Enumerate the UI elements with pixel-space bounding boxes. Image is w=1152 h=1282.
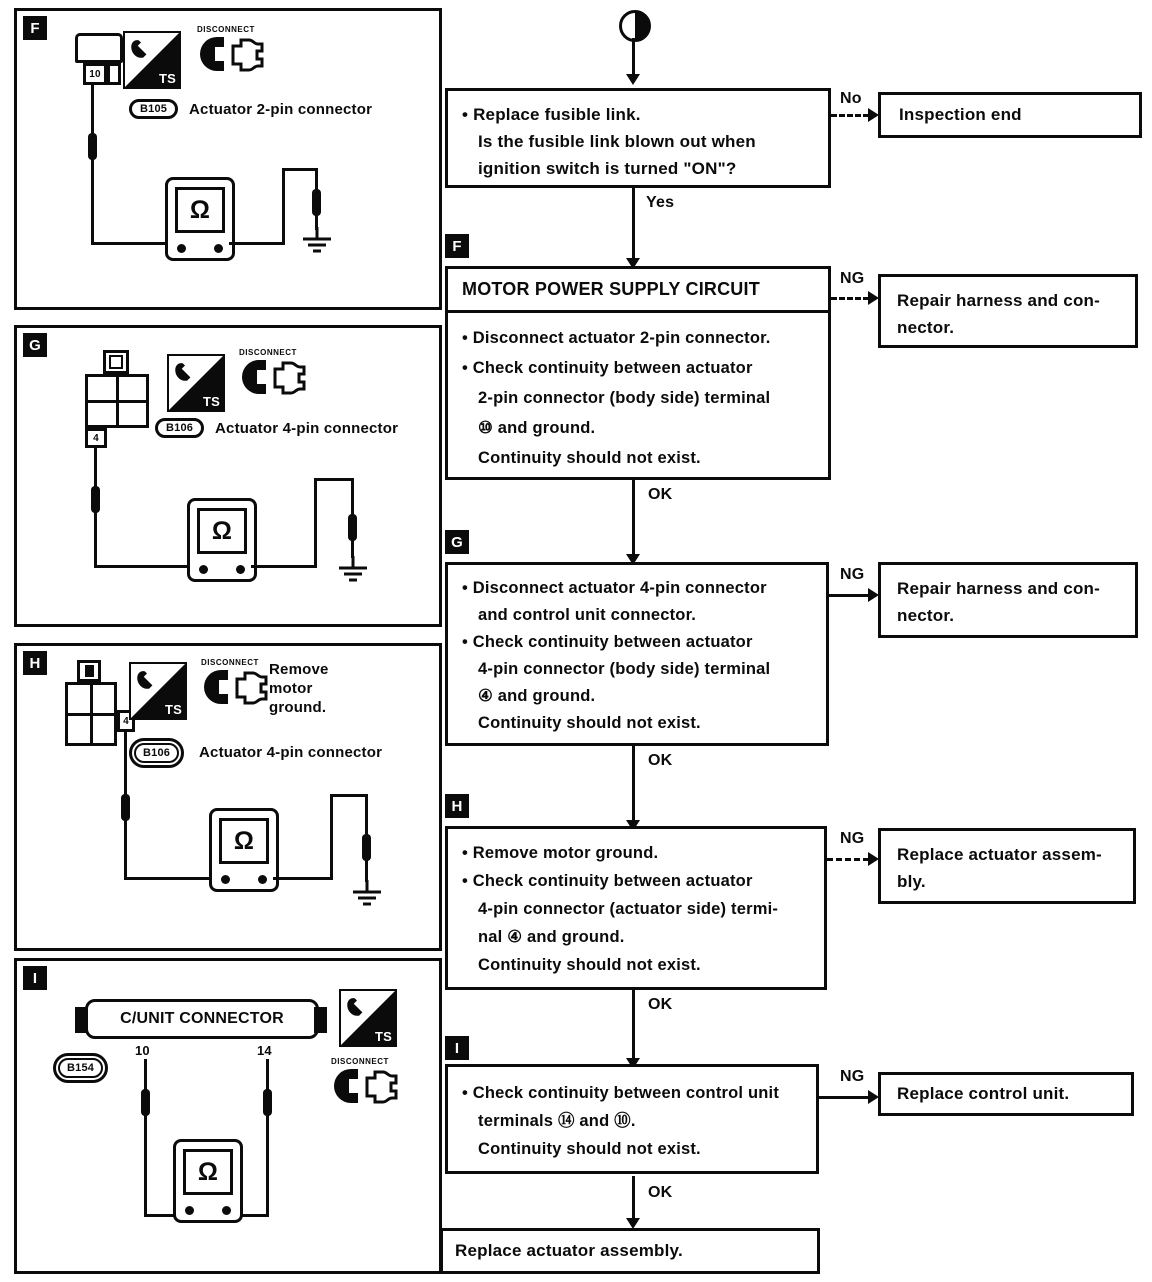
- wire: [330, 794, 368, 797]
- ground-symbol: [349, 880, 385, 908]
- test-probe: [312, 189, 321, 216]
- panel-g-tag: G: [23, 333, 47, 357]
- disconnect-glyph: [197, 34, 269, 76]
- flow-arrow-line: [632, 480, 635, 562]
- flow-text-line: • Remove motor ground.: [462, 844, 659, 862]
- connector-id-text: B154: [58, 1058, 103, 1078]
- ohmmeter: [209, 808, 279, 892]
- wire: [144, 1059, 147, 1217]
- connector-2pin-housing: [75, 33, 123, 63]
- ohmmeter-terminal: [221, 875, 230, 884]
- test-probe: [91, 486, 100, 513]
- step-h-box: [445, 826, 827, 990]
- flow-text-line: ⑩ and ground.: [478, 419, 596, 437]
- disconnect-caption: DISCONNECT: [239, 348, 297, 357]
- flow-text-line: 4-pin connector (actuator side) termi-: [478, 900, 779, 918]
- ohmmeter-terminal: [199, 565, 208, 574]
- arrowhead-down-icon: [626, 74, 640, 85]
- ts-label: TS: [374, 1029, 392, 1044]
- ts-label: TS: [202, 394, 220, 409]
- ohmmeter-display: Ω: [219, 818, 269, 864]
- flow-text-line: Continuity should not exist.: [478, 956, 701, 974]
- replace-actuator-box: [878, 828, 1136, 904]
- flow-arrow-line: [632, 746, 635, 828]
- ok-label: OK: [648, 996, 673, 1013]
- flow-text-line: ignition switch is turned "ON"?: [478, 159, 737, 178]
- flow-text-line: Continuity should not exist.: [478, 449, 701, 467]
- circuit-tester-ts-icon: [129, 662, 187, 720]
- wire: [330, 794, 333, 880]
- ohmmeter-terminal: [222, 1206, 231, 1215]
- wire: [124, 877, 219, 880]
- flow-connector-dashed: [831, 297, 869, 300]
- ng-label: NG: [840, 566, 865, 583]
- wire: [94, 565, 197, 568]
- connector-id-badge: [129, 738, 184, 768]
- flow-text-line: • Check continuity between control unit: [462, 1084, 780, 1102]
- ohmmeter-terminal: [177, 244, 186, 253]
- flow-text-line: ④ and ground.: [478, 687, 596, 705]
- cunit-connector-banner: C/UNIT CONNECTOR: [85, 999, 319, 1039]
- wire: [314, 478, 317, 568]
- panel-h: [14, 643, 442, 951]
- ok-label: OK: [648, 752, 673, 769]
- connector-name: Actuator 4-pin connector: [215, 420, 399, 437]
- disconnect-glyph: [239, 357, 311, 399]
- repair-harness-box: [878, 274, 1138, 348]
- ohmmeter-display: Ω: [183, 1149, 233, 1195]
- flow-arrow-line: [632, 188, 635, 266]
- panel-h-tag: H: [23, 651, 47, 675]
- circuit-tester-ts-icon: [167, 354, 225, 412]
- inspection-end-box: Inspection end: [878, 92, 1142, 138]
- ohmmeter: [173, 1139, 243, 1223]
- connector-id-badge: B106: [155, 418, 204, 438]
- ground-symbol: [335, 556, 371, 584]
- flow-connector-dashed: [831, 114, 869, 117]
- wire: [251, 565, 317, 568]
- flow-connector-dashed: [827, 858, 869, 861]
- flow-text-line: Repair harness and con-: [897, 291, 1100, 310]
- note-line: Remove: [269, 661, 329, 678]
- panel-i-tag: I: [23, 966, 47, 990]
- connector-4pin-body: [65, 682, 117, 746]
- flow-connector-solid: [829, 594, 871, 597]
- step-f-box: [445, 266, 831, 480]
- note-line: motor: [269, 680, 313, 697]
- step-i-tag: I: [445, 1036, 469, 1060]
- disconnect-icon: [331, 1057, 409, 1113]
- ng-label: NG: [840, 270, 865, 287]
- step-g-tag: G: [445, 530, 469, 554]
- ohmmeter-terminal: [258, 875, 267, 884]
- ohmmeter-terminal: [214, 244, 223, 253]
- wire: [282, 168, 318, 171]
- panel-g: [14, 325, 442, 627]
- ng-label: NG: [840, 830, 865, 847]
- flow-text-line: • Check continuity between actuator: [462, 872, 753, 890]
- ohmmeter-display: Ω: [197, 508, 247, 554]
- flow-text-line: • Replace fusible link.: [462, 105, 641, 124]
- yes-label: Yes: [646, 194, 675, 211]
- ohmmeter-display: Ω: [175, 187, 225, 233]
- step-h-tag: H: [445, 794, 469, 818]
- fusible-link-question-box: [445, 88, 831, 188]
- connector-4pin-tab: [103, 350, 129, 374]
- disconnect-icon: [197, 25, 275, 81]
- flow-text-line: 4-pin connector (body side) terminal: [478, 660, 771, 678]
- note-line: ground.: [269, 699, 327, 716]
- test-probe: [362, 834, 371, 861]
- test-probe: [121, 794, 130, 821]
- flow-text-line: 2-pin connector (body side) terminal: [478, 389, 771, 407]
- ng-label: NG: [840, 1068, 865, 1085]
- flow-text-line: Replace actuator assem-: [897, 845, 1102, 864]
- banner-end-tab: [314, 1007, 327, 1033]
- hand-probe-icon: [344, 994, 370, 1020]
- ground-symbol: [299, 227, 335, 255]
- connector-4pin-body: [85, 374, 149, 428]
- wire: [282, 168, 285, 245]
- wire: [266, 1059, 269, 1217]
- connector-4pin-tab: [77, 660, 101, 682]
- continuation-connector-icon: [619, 10, 651, 42]
- test-probe: [141, 1089, 150, 1116]
- flow-text-line: nector.: [897, 606, 955, 625]
- flow-text-line: nal ④ and ground.: [478, 928, 625, 946]
- hand-probe-icon: [128, 36, 154, 62]
- flow-text-line: nector.: [897, 318, 955, 337]
- no-label: No: [840, 90, 862, 107]
- flow-text-line: Continuity should not exist.: [478, 1140, 701, 1158]
- flow-text-line: terminals ⑭ and ⑩.: [478, 1112, 636, 1130]
- flow-text-line: • Disconnect actuator 4-pin connector: [462, 579, 767, 597]
- test-probe: [88, 133, 97, 160]
- test-probe: [348, 514, 357, 541]
- ohmmeter-terminal: [236, 565, 245, 574]
- connector-2pin-terminal-blank: [107, 63, 121, 85]
- panel-i: [14, 958, 442, 1274]
- replace-control-unit-box: Replace control unit.: [878, 1072, 1134, 1116]
- ts-label: TS: [164, 702, 182, 717]
- tab-clip: [85, 665, 94, 677]
- connector-2pin-terminal-10: 10: [83, 63, 107, 85]
- connector-4pin-terminal-4: 4: [85, 428, 107, 448]
- test-probe: [263, 1089, 272, 1116]
- hand-probe-icon: [134, 667, 160, 693]
- step-f-title: MOTOR POWER SUPPLY CIRCUIT: [448, 269, 828, 313]
- ohmmeter: [187, 498, 257, 582]
- connector-id-badge: B105: [129, 99, 178, 119]
- flow-text-line: Continuity should not exist.: [478, 714, 701, 732]
- disconnect-glyph: [331, 1066, 403, 1108]
- disconnect-glyph: [201, 667, 273, 709]
- flow-text-line: Is the fusible link blown out when: [478, 132, 756, 151]
- connector-id-badge: [53, 1053, 108, 1083]
- flow-text-line: • Disconnect actuator 2-pin connector.: [462, 329, 771, 347]
- flow-arrow-line: [632, 990, 635, 1066]
- connector-name: Actuator 2-pin connector: [189, 101, 373, 118]
- ohmmeter-terminal: [185, 1206, 194, 1215]
- disconnect-caption: DISCONNECT: [197, 25, 255, 34]
- ok-label: OK: [648, 1184, 673, 1201]
- disconnect-icon: [201, 658, 279, 714]
- disconnect-icon: [239, 348, 317, 404]
- terminal-label-14: 14: [257, 1043, 272, 1058]
- repair-harness-box: [878, 562, 1138, 638]
- final-replace-actuator-box: Replace actuator assembly.: [440, 1228, 820, 1274]
- flow-text-line: and control unit connector.: [478, 606, 697, 624]
- flow-text-line: • Check continuity between actuator: [462, 359, 753, 377]
- disconnect-caption: DISCONNECT: [331, 1057, 389, 1066]
- ts-label: TS: [158, 71, 176, 86]
- step-g-box: [445, 562, 829, 746]
- circuit-tester-ts-icon: [339, 989, 397, 1047]
- wire: [91, 242, 175, 245]
- connector-id-text: B106: [134, 743, 179, 763]
- hand-probe-icon: [172, 359, 198, 385]
- flow-text-line: • Check continuity between actuator: [462, 633, 753, 651]
- tab-window: [109, 355, 123, 369]
- wire: [91, 85, 94, 245]
- step-i-box: [445, 1064, 819, 1174]
- flow-text-line: bly.: [897, 872, 926, 891]
- panel-f: [14, 8, 442, 310]
- ok-label: OK: [648, 486, 673, 503]
- wire: [273, 877, 333, 880]
- connector-name: Actuator 4-pin connector: [199, 744, 383, 761]
- terminal-label-10: 10: [135, 1043, 150, 1058]
- wire: [314, 478, 354, 481]
- connector-4pin-terminal-4: 4: [117, 710, 135, 732]
- circuit-tester-ts-icon: [123, 31, 181, 89]
- flow-text-line: Repair harness and con-: [897, 579, 1100, 598]
- ohmmeter: [165, 177, 235, 261]
- wire: [229, 242, 285, 245]
- step-f-tag: F: [445, 234, 469, 258]
- flow-connector-solid: [819, 1096, 871, 1099]
- remove-motor-ground-note: [269, 660, 329, 717]
- panel-f-tag: F: [23, 16, 47, 40]
- disconnect-caption: DISCONNECT: [201, 658, 259, 667]
